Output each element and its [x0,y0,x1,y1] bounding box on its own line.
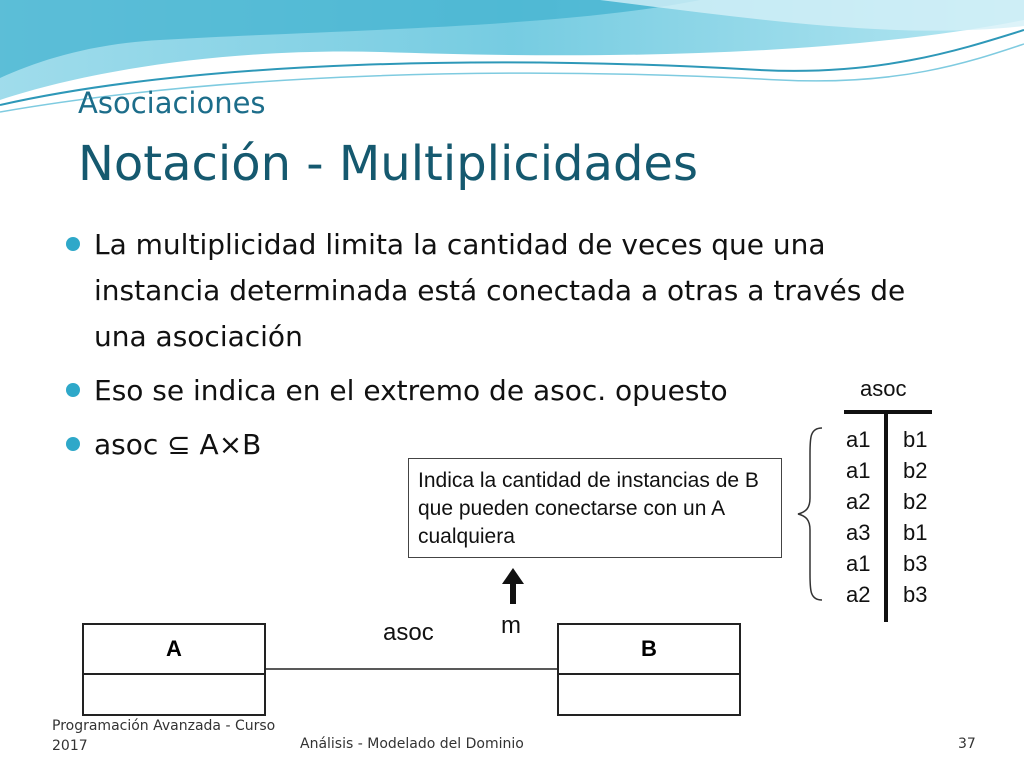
bullet-dot-icon [66,437,80,451]
relation-table [846,424,960,610]
curly-brace-icon [796,424,826,604]
uml-class-a [82,623,266,716]
relation-title: asoc [860,376,907,401]
class-a-name: A [84,625,264,675]
relation-row: a2 b3 [846,582,928,607]
bullet-list [64,222,914,476]
association-label: asoc [383,619,434,646]
association-line [264,664,558,674]
bullet-formula: asoc ⊆ A×B [94,428,262,461]
relation-row: a1 b3 [846,551,928,576]
relation-row: a3 b1 [846,520,928,545]
class-b-name: B [559,625,739,675]
relation-row: a1 b2 [846,458,928,483]
footer-section: Análisis - Modelado del Dominio [300,736,524,752]
bullet-item [64,368,914,414]
multiplicity-label: m [501,612,521,639]
bullet-dot-icon [66,383,80,397]
bullet-item [64,222,914,360]
slide-subtitle: Asociaciones [78,86,266,120]
bullet-text: Eso se indica en el extremo de asoc. opuesto [94,374,728,407]
bullet-text: La multiplicidad limita la cantidad de veces que una instancia determinada está conectada a otras a través de una asociación [94,228,906,353]
relation-row: a2 b2 [846,489,928,514]
relation-row: a1 b1 [846,427,928,452]
arrow-up-icon [498,566,528,606]
bullet-dot-icon [66,237,80,251]
callout-box: Indica la cantidad de instancias de B que pueden conectarse con un A cualquiera [408,458,782,558]
page-number: 37 [958,736,976,752]
uml-class-b [557,623,741,716]
slide-title: Notación - Multiplicidades [78,136,698,192]
footer-course: Programación Avanzada - Curso 2017 [52,718,276,754]
